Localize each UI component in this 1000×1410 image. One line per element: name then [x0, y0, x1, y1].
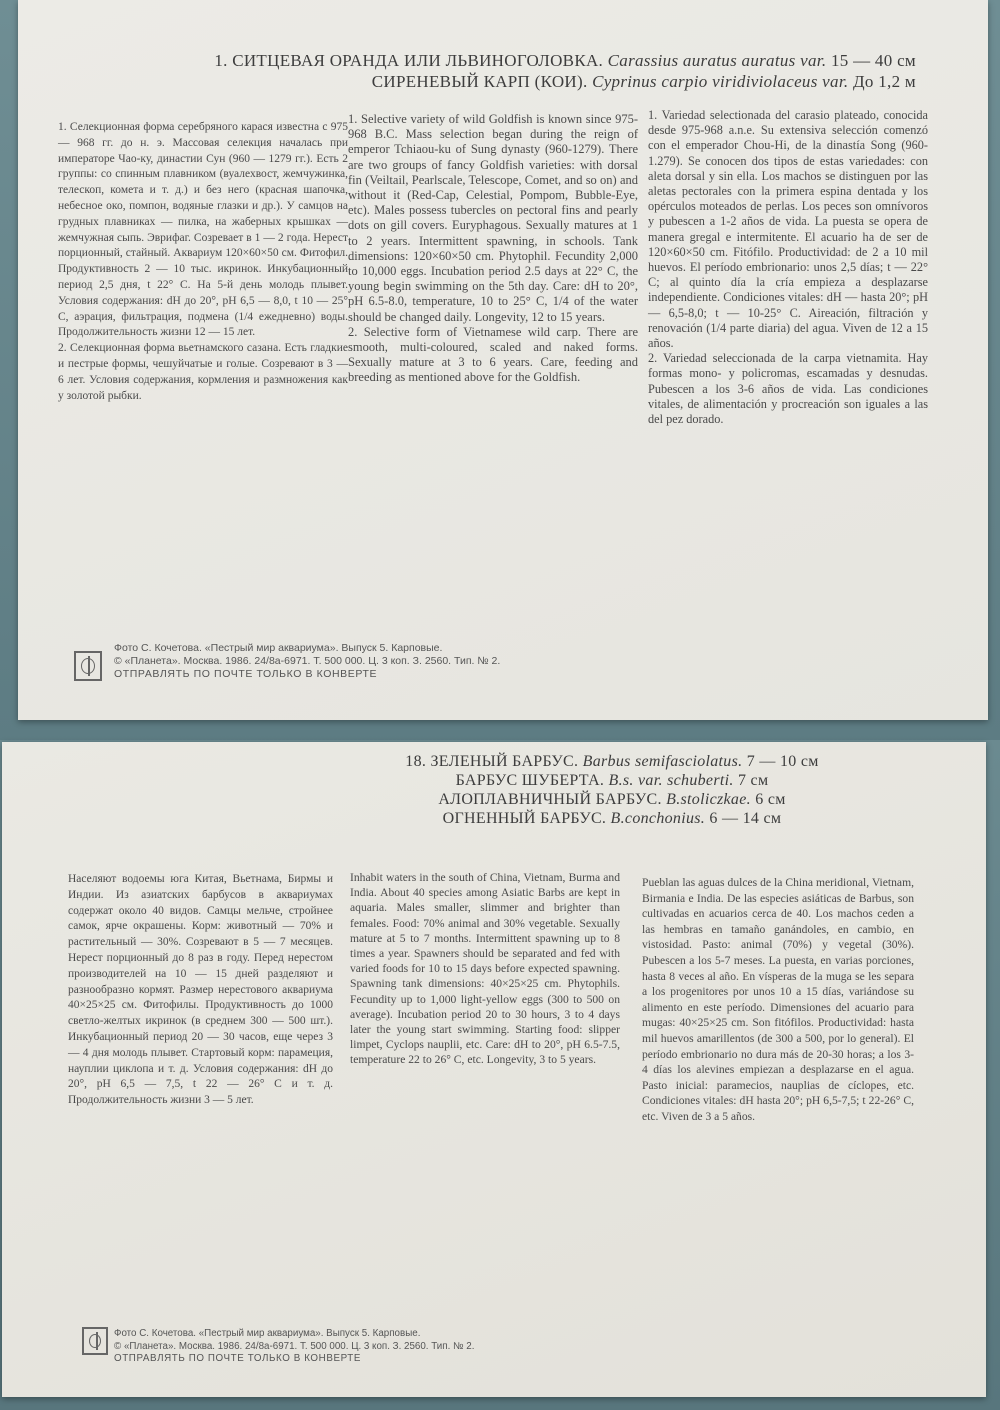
english-paragraph: 2. Selective form of Vietnamese wild carp. There are smooth, multi-coloured, scaled and naked forms. Sexually mature at 3 to 6 years. Care, feeding and breeding as mentioned above for the Goldfish. — [348, 324, 638, 385]
card1-heading — [36, 50, 916, 92]
heading-size: 7 — 10 см — [746, 753, 819, 770]
heading-cyrillic: 1. СИТЦЕВАЯ ОРАНДА ИЛИ ЛЬВИНОГОЛОВКА. — [214, 51, 604, 70]
heading-cyrillic: 18. ЗЕЛЕНЫЙ БАРБУС. — [405, 753, 579, 770]
heading-cyrillic: БАРБУС ШУБЕРТА. — [455, 772, 605, 789]
imprint-credit: Фото С. Кочетова. «Пестрый мир аквариума». Выпуск 5. Карповые. — [114, 642, 443, 654]
publisher-logo-icon — [82, 1327, 108, 1355]
imprint-credit: Фото С. Кочетова. «Пестрый мир аквариума». Выпуск 5. Карповые. — [114, 1328, 421, 1339]
card2-heading-line — [312, 790, 912, 809]
english-paragraph: Inhabit waters in the south of China, Vietnam, Burma and India. About 40 species among Asiatic Barbs are kept in aquaria. Males smaller, slimmer and brighter than females. Food: 70% animal and 30% vegetable. Sexually mature at 5 to 7 months. Intermittent spawning up to 8 times a year. Spawners should be separated and fed with varied foods for 10 to 15 days before expected spawning. Spawning tank dimensions: 40×25×25 cm. Phytophils. Fecundity up to 1,000 light-yellow eggs (300 to 500 on average). Incubation period 20 to 30 hours, 3 to 4 days later the young start swimming. Starting food: slipper limpet, Cyclops nauplii, etc. Care: dH to 20°, pH 6.5-7.5, temperature 22 to 26° C, etc. Longevity, 3 to 5 years. — [350, 871, 620, 1067]
imprint-publisher: © «Планета». Москва. 1986. 24/8а-6971. Т. 500 000. Ц. 3 коп. З. 2560. Тип. № 2. — [114, 655, 501, 667]
card1-english-column — [348, 112, 638, 386]
russian-paragraph: 1. Селекционная форма серебряного карася известна с 975 — 968 гг. до н. э. Массовая селекция началась при императоре Чао-ку, династии Сун (960 — 1279 гг.). Есть 2 группы: со спинным плавником (вуалехвост, жемчужинка, телескоп, комета и т. д.) и без него (красная шапочка, небесное око, помпон, водяные глазки и др.). У самцов на грудных плавниках — пилка, на жаберных крышках — жемчужная сыпь. Эврифаг. Созревает в 1 — 2 года. Нерест порционный, стайный. Аквариум 120×60×50 см. Фитофил. Продуктивность 2 — 10 тыс. икринок. Инкубационный период 2,5 дня, t 22° С. На 5-й день молодь плывет. Условия содержания: dH до 20°, pH 6,5 — 8,0, t 10 — 25° С, аэрация, фильтрация, подмена (1/4 ежедневно) воды. Продолжительность жизни 12 — 15 лет. — [58, 121, 348, 339]
card1-russian-column — [58, 120, 348, 404]
card2-english-column — [350, 870, 620, 1068]
postal-notice: ОТПРАВЛЯТЬ ПО ПОЧТЕ ТОЛЬКО В КОНВЕРТЕ — [114, 668, 378, 680]
card2-russian-column — [68, 872, 333, 1109]
russian-paragraph: 2. Селекционная форма вьетнамского сазана. Есть гладкие и пестрые формы, чешуйчатые и голые. Созревают в 3 — 6 лет. Условия содержания, кормления и размножения как у золотой рыбки. — [58, 342, 348, 402]
card2-heading-line — [312, 771, 912, 790]
card2-spanish-column — [642, 875, 914, 1125]
heading-cyrillic: СИРЕНЕВЫЙ КАРП (КОИ). — [371, 72, 588, 91]
heading-latin: B.stoliczkae. — [666, 791, 751, 808]
russian-paragraph: Населяют водоемы юга Китая, Вьетнама, Бирмы и Индии. Из азиатских барбусов в аквариумах содержат около 40 видов. Самцы мельче, стройнее самок, ярче окрашены. Корм: животный — 70% и растительный — 30%. Созревают в 5 — 7 месяцев. Нерест порционный до 8 раз в году. Перед нерестом производителей на 10 — 15 дней разделяют и разнообразно кормят. Размер нерестового аквариума 40×25×25 см. Фитофилы. Продуктивность до 1000 светло-желтых икринок (в среднем 300 — 500 шт.). Инкубационный период 20 — 30 часов, еще через 3 — 4 дня молодь плывет. Стартовый корм: парамеция, науплии циклопа и т. д. Условия содержания: dH до 20°, pH 6,5 — 7,5, t 22 — 26° С и т. д. Продолжительность жизни 3 — 5 лет. — [68, 873, 333, 1107]
card2-imprint — [114, 1328, 634, 1366]
heading-cyrillic: ОГНЕННЫЙ БАРБУС. — [442, 810, 607, 827]
spanish-paragraph: 2. Variedad seleccionada de la carpa vietnamita. Hay formas mono- y policromas, escamadas y desnudas. Pubescen a los 3-6 años de vida. Las condiciones vitales, de alimentación y procreación son iguales a las del pez dorado. — [648, 351, 928, 427]
spanish-paragraph: 1. Variedad selectionada del carasio plateado, conocida desde 975-968 a.n.e. Su extensiva selección comenzó con el emperador Chou-Hi, de la dinastía Song (960-1.279). Se conocen dos tipos de estas variedades: con aleta dorsal y sin ella. Los machos se distinguen por las aletas pectorales con la primera espina dentada y los opérculos moteados de perlas. Los peces son omnívoros y pubescen a 1-2 años de vida. La puesta se opera de manera gregal e intermitente. El acuario ha de ser de 120×60×50 cm. Fitófilo. Productividad: de 2 a 10 mil huevos. El período embrionario: unos 2,5 días; t — 22° C; al quinto día la cría empieza a desplazarse independiente. Condiciones vitales: dH — hasta 20°; pH — 6,5-8,0; t — 10-25° C. Aireación, filtración y renovación (1/4 parte diaria) del agua. Viven de 12 a 15 años. — [648, 108, 928, 351]
spanish-paragraph: Pueblan las aguas dulces de la China meridional, Vietnam, Birmania e India. De las especies asiáticas de Barbus, son cultivadas en acuarios cerca de 40. Los machos ceden a las hembras en tamaño ganándoles, en cambio, en vistosidad. Pasto: animal (70%) y vegetal (30%). Pubescen a los 5-7 meses. La puesta, en varias porciones, hasta 8 veces al año. En vísperas de la muga se les separa a los progenitores por unos 10 a 15 días, variándose su alimento en este período. Dimensiones del acuario para mugas: 40×25×25 cm. Son fitófilos. Productividad: hasta mil huevos amarillentos (de 300 a 500, por lo general). El período embrionario no dura más de 20-30 horas; a los 3-4 días los alevines empiezan a desplazarse en el agua. Pasto inicial: paramecios, nauplias de cíclopes, etc. Condiciones vitales: dH hasta 20°; pH 6,5-7,5; t 22-26° C, etc. Viven de 3 a 5 años. — [642, 876, 914, 1123]
heading-size: 7 см — [737, 772, 769, 789]
heading-size: 6 см — [755, 791, 786, 808]
card2-heading — [162, 752, 819, 828]
heading-size: 6 — 14 см — [709, 810, 782, 827]
english-paragraph: 1. Selective variety of wild Goldfish is known since 975-968 B.C. Mass selection began during the reign of emperor Tchiaou-ku of Sung dynasty (960-1279). There are two groups of fancy Goldfish varieties: with dorsal fin (Veiltail, Pearlscale, Telescope, Comet, and so on) and without it (Red-Cap, Celestial, Pompom, Bubble-Eye, etc). Males possess tubercles on pectoral fins and pearly dots on gill covers. Euryphagous. Sexually matures at 1 to 2 years. Intermittent spawning, in schools. Tank dimensions: 120×60×50 cm. Phytophil. Fecundity 2,000 to 10,000 eggs. Incubation period 2.5 days at 22° C, the young begin swimming on the 5th day. Care: dH to 20°, pH 6.5-8.0, temperature, 10 to 25° C, 1/4 of the water should be changed daily. Longevity, 12 to 15 years. — [348, 112, 638, 324]
heading-cyrillic: АЛОПЛАВНИЧНЫЙ БАРБУС. — [438, 791, 662, 808]
card1-heading-line2 — [36, 71, 916, 92]
postcard-bottom — [2, 742, 986, 1397]
heading-latin: Cyprinus carpio viridiviolaceus var. — [592, 72, 849, 91]
publisher-logo-icon — [74, 651, 102, 681]
heading-latin: B.conchonius. — [610, 810, 706, 827]
card1-spanish-column — [648, 108, 928, 427]
heading-latin: Barbus semifasciolatus. — [582, 753, 743, 770]
heading-latin: Carassius auratus auratus var. — [607, 51, 827, 70]
postal-notice: ОТПРАВЛЯТЬ ПО ПОЧТЕ ТОЛЬКО В КОНВЕРТЕ — [114, 1353, 362, 1364]
heading-latin: B.s. var. schuberti. — [608, 772, 734, 789]
card2-heading-lines — [312, 752, 912, 828]
imprint-publisher: © «Планета». Москва. 1986. 24/8а-6971. Т. 500 000. Ц. 3 коп. З. 2560. Тип. № 2. — [114, 1340, 475, 1352]
card1-heading-line1 — [36, 50, 916, 71]
heading-size: 15 — 40 см — [830, 51, 916, 70]
postcard-top — [18, 0, 988, 720]
card1-imprint — [114, 642, 634, 681]
card2-heading-line — [312, 809, 912, 828]
heading-size: До 1,2 м — [852, 72, 916, 91]
card2-heading-line — [312, 752, 912, 771]
